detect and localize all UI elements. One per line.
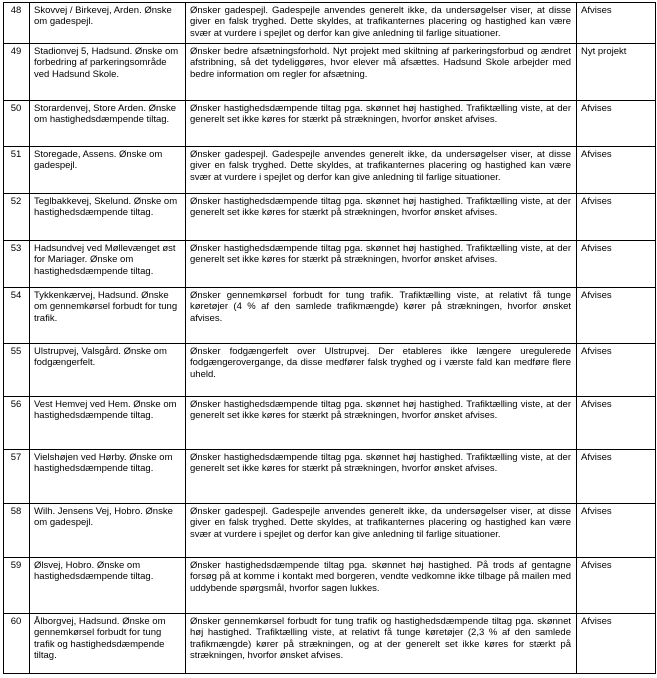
row-number: 60	[4, 614, 30, 674]
response-cell: Ønsker hastighedsdæmpende tiltag pga. skønnet høj hastighed. På trods af gentagne forsøg på at komme i kontakt med borgeren, vendte vedkomne ikke tilbage på mailen med uddybende spørgsmål, hvorfor sagen lukkes.	[186, 558, 577, 614]
table-row	[4, 558, 656, 614]
requests-table	[3, 2, 656, 674]
row-number: 50	[4, 101, 30, 147]
status-cell: Afvises	[577, 558, 656, 614]
row-number: 55	[4, 344, 30, 397]
request-cell: Storardenvej, Store Arden. Ønske om hastighedsdæmpende tiltag.	[30, 101, 186, 147]
status-cell: Afvises	[577, 3, 656, 44]
row-number: 54	[4, 288, 30, 344]
request-cell: Skovvej / Birkevej, Arden. Ønske om gadespejl.	[30, 3, 186, 44]
status-cell: Afvises	[577, 397, 656, 450]
row-number: 57	[4, 450, 30, 504]
status-cell: Afvises	[577, 101, 656, 147]
request-cell: Storegade, Assens. Ønske om gadespejl.	[30, 147, 186, 194]
request-cell: Teglbakkevej, Skelund. Ønske om hastighedsdæmpende tiltag.	[30, 194, 186, 241]
status-cell: Afvises	[577, 504, 656, 558]
table-row	[4, 614, 656, 674]
status-cell: Afvises	[577, 241, 656, 288]
status-cell: Afvises	[577, 288, 656, 344]
row-number: 48	[4, 3, 30, 44]
table-row	[4, 44, 656, 101]
request-cell: Vest Hemvej ved Hem. Ønske om hastighedsdæmpende tiltag.	[30, 397, 186, 450]
status-cell: Afvises	[577, 344, 656, 397]
row-number: 51	[4, 147, 30, 194]
row-number: 59	[4, 558, 30, 614]
status-cell: Afvises	[577, 194, 656, 241]
response-cell: Ønsker gennemkørsel forbudt for tung trafik og hastighedsdæmpende tiltag pga. skønnet høj hastighed. Trafiktælling viste, at relativt få tunge køretøjer (2,3 % af den samlede trafikmængde) kører på strækningen, og at der generelt set ikke køres for stærkt på strækningen, hvorfor ønsket afvises.	[186, 614, 577, 674]
table-row	[4, 147, 656, 194]
response-cell: Ønsker hastighedsdæmpende tiltag pga. skønnet høj hastighed. Trafiktælling viste, at der generelt set ikke køres for stærkt på strækningen, hvorfor ønsket afvises.	[186, 101, 577, 147]
row-number: 53	[4, 241, 30, 288]
request-cell: Vielshøjen ved Hørby. Ønske om hastighedsdæmpende tiltag.	[30, 450, 186, 504]
response-cell: Ønsker gadespejl. Gadespejle anvendes generelt ikke, da undersøgelser viser, at disse giver en falsk tryghed. Dette skyldes, at trafikanternes placering og hastighed kan være svær at vurdere i spejlet og derfor kan give anledning til farlige situationer.	[186, 3, 577, 44]
row-number: 58	[4, 504, 30, 558]
request-cell: Tykkenkærvej, Hadsund. Ønske om gennemkørsel forbudt for tung trafik.	[30, 288, 186, 344]
status-cell: Afvises	[577, 147, 656, 194]
table-row	[4, 450, 656, 504]
row-number: 49	[4, 44, 30, 101]
row-number: 56	[4, 397, 30, 450]
table-row	[4, 3, 656, 44]
table-row	[4, 101, 656, 147]
response-cell: Ønsker gadespejl. Gadespejle anvendes generelt ikke, da undersøgelser viser, at disse giver en falsk tryghed. Dette skyldes, at trafikanternes placering og hastighed kan være svær at vurdere i spejlet og derfor kan give anledning til farlige situationer.	[186, 504, 577, 558]
table-row	[4, 504, 656, 558]
status-cell: Nyt projekt	[577, 44, 656, 101]
request-cell: Hadsundvej ved Møllevænget øst for Mariager. Ønske om hastighedsdæmpende tiltag.	[30, 241, 186, 288]
row-number: 52	[4, 194, 30, 241]
table-row	[4, 288, 656, 344]
response-cell: Ønsker hastighedsdæmpende tiltag pga. skønnet høj hastighed. Trafiktælling viste, at der generelt set ikke køres for stærkt på strækningen, hvorfor ønsket afvises.	[186, 194, 577, 241]
response-cell: Ønsker hastighedsdæmpende tiltag pga. skønnet høj hastighed. Trafiktælling viste, at der generelt set ikke køres for stærkt på strækningen, hvorfor ønsket afvises.	[186, 397, 577, 450]
response-cell: Ønsker hastighedsdæmpende tiltag pga. skønnet høj hastighed. Trafiktælling viste, at der generelt set ikke køres for stærkt på strækningen, hvorfor ønsket afvises.	[186, 241, 577, 288]
response-cell: Ønsker bedre afsætningsforhold. Nyt projekt med skiltning af parkeringsforbud og ændret afstribning, så det tydeliggøres, hvor elever må afsættes. Hadsund Skole arbejder med bedre information om regler for afsætning.	[186, 44, 577, 101]
status-cell: Afvises	[577, 450, 656, 504]
table-row	[4, 194, 656, 241]
response-cell: Ønsker gennemkørsel forbudt for tung trafik. Trafiktælling viste, at relativt få tunge køretøjer (4 % af den samlede trafikmængde) kører på strækningen, hvorfor ønsket afvises.	[186, 288, 577, 344]
table-row	[4, 241, 656, 288]
response-cell: Ønsker fodgængerfelt over Ulstrupvej. Der etableres ikke længere uregulerede fodgængerovergange, da disse medfører falsk tryghed og i værste fald kan medføre flere uheld.	[186, 344, 577, 397]
table-row	[4, 397, 656, 450]
response-cell: Ønsker gadespejl. Gadespejle anvendes generelt ikke, da undersøgelser viser, at disse giver en falsk tryghed. Dette skyldes, at trafikanternes placering og hastighed kan være svær at vurdere i spejlet og derfor kan give anledning til farlige situationer.	[186, 147, 577, 194]
response-cell: Ønsker hastighedsdæmpende tiltag pga. skønnet høj hastighed. Trafiktælling viste, at der generelt set ikke køres for stærkt på strækningen, hvorfor ønsket afvises.	[186, 450, 577, 504]
request-cell: Stadionvej 5, Hadsund. Ønske om forbedring af parkeringsområde ved Hadsund Skole.	[30, 44, 186, 101]
request-cell: Ulstrupvej, Valsgård. Ønske om fodgængerfelt.	[30, 344, 186, 397]
request-cell: Ølsvej, Hobro. Ønske om hastighedsdæmpende tiltag.	[30, 558, 186, 614]
request-cell: Wilh. Jensens Vej, Hobro. Ønske om gadespejl.	[30, 504, 186, 558]
table-row	[4, 344, 656, 397]
status-cell: Afvises	[577, 614, 656, 674]
request-cell: Ålborgvej, Hadsund. Ønske om gennemkørsel forbudt for tung trafik og hastighedsdæmpende tiltag.	[30, 614, 186, 674]
